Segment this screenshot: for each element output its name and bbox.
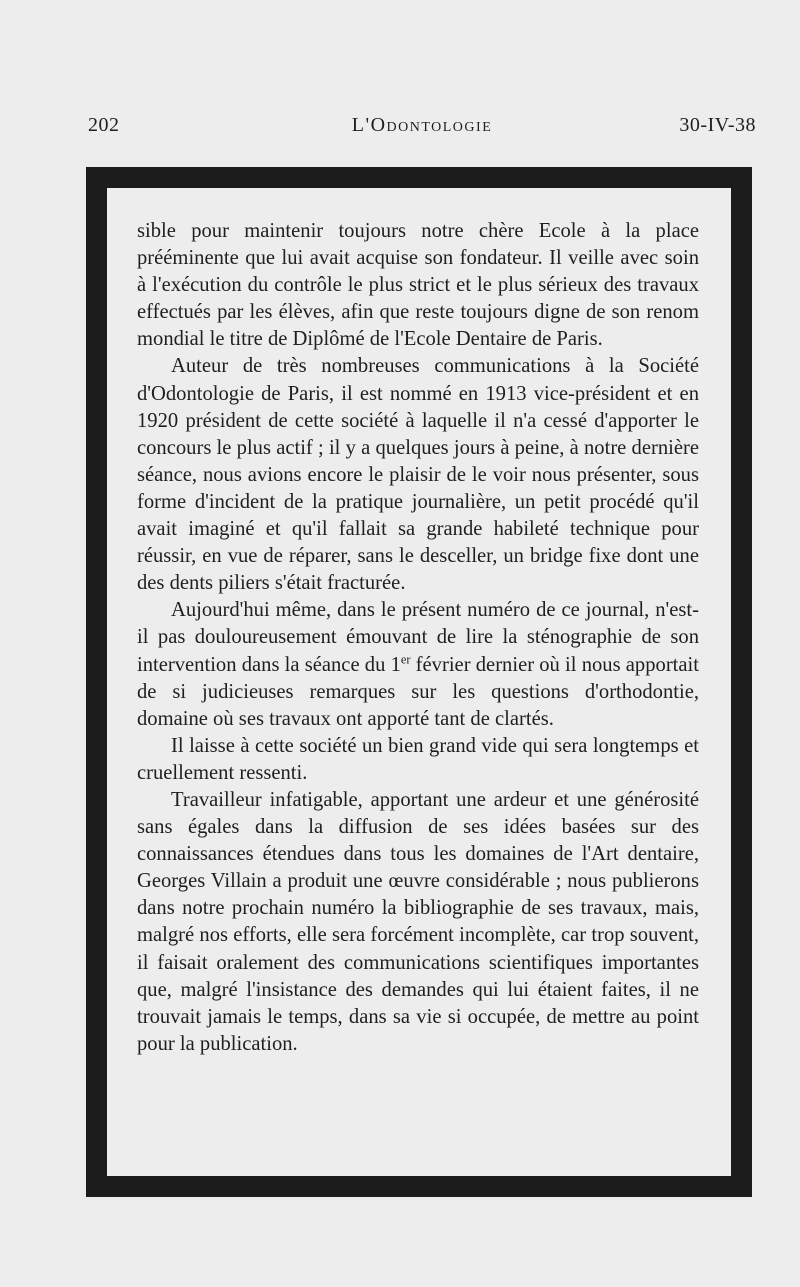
issue-date: 30-IV-38 — [679, 114, 756, 136]
page-number: 202 — [88, 114, 120, 136]
paragraph-4: Il laisse à cette société un bien grand vide qui sera longtemps et cruellement ressenti. — [137, 734, 699, 784]
paragraph-2: Auteur de très nombreuses communications à la Société d'Odontologie de Paris, il est nommé en 1913 vice-président et en 1920 président de cette société à laquelle il n'a cessé d'apporter le concours le plus actif ; il y a quelques jours à peine, à notre dernière séance, nous avions encore le plaisir de le voir nous présenter, sous forme d'incident de la pratique journalière, un petit procédé qu'il avait imaginé et qu'il fallait sa grande habileté technique pour réussir, en vue de réparer, sans le desceller, un bridge fixe dont une des dents piliers s'était fracturée. — [137, 355, 699, 595]
running-head — [88, 114, 756, 144]
paragraph-1: sible pour maintenir toujours notre chère Ecole à la place prééminente que lui avait acquise son fondateur. Il veille avec soin à l'exécution du contrôle le plus strict et le plus sérieux des travaux effectués par les élèves, afin que reste toujours digne de son renom mondial le titre de Diplômé de l'Ecole Dentaire de Paris. — [137, 220, 699, 351]
journal-title: L'Odontologie — [351, 114, 493, 136]
paragraph-3 — [137, 597, 699, 732]
paragraph-5: Travailleur infatigable, apportant une ardeur et une générosité sans égales dans la diffusion de ses idées basées sur des connaissances étendues dans tous les domaines de l'Art dentaire, Georges Villain a produit une œuvre considérable ; nous publierons dans notre prochain numéro la bibliographie de ses travaux, mais, malgré nos efforts, elle sera forcément incomplète, car trop souvent, il faisait oralement des communications scientifiques importantes que, malgré l'insistance des demandes qui lui étaient faites, il ne trouvait jamais le temps, dans sa vie si occupée, de mettre au point pour la publication. — [137, 788, 699, 1055]
paragraph-3-text-after: février dernier où il nous apportait de si judicieuses remarques sur les questions d'orthodontie, domaine où ses travaux ont apporté tant de clartés. — [137, 653, 699, 730]
obituary-text — [137, 218, 699, 1058]
ordinal-superscript: er — [400, 652, 411, 667]
paragraph-3-text-before: Aujourd'hui même, dans le présent numéro de ce journal, n'est-il pas douloureusement émouvant de lire la sténographie de son intervention dans la séance du 1 — [137, 599, 699, 676]
